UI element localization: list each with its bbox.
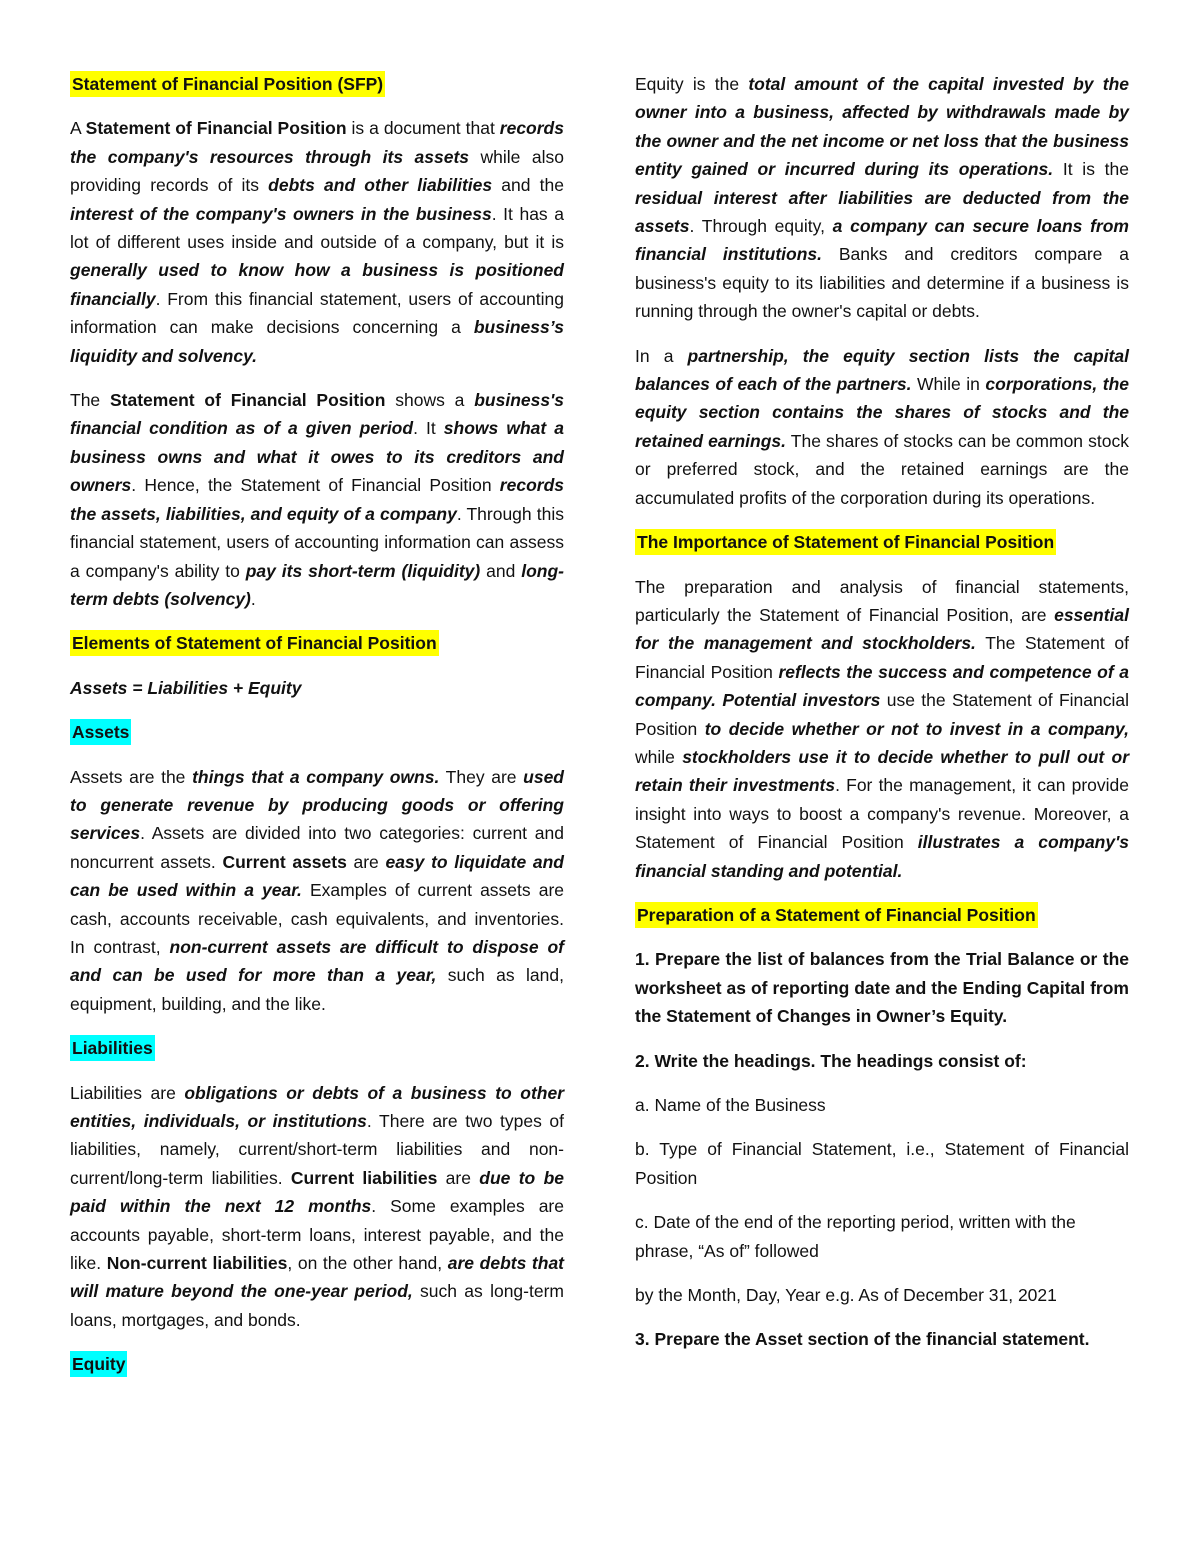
- paragraph-sfp-definition: [70, 114, 564, 370]
- text-run: records the assets, liabilities, and equity of a company: [70, 475, 564, 524]
- heading-preparation: Preparation of a Statement of Financial Position: [635, 902, 1038, 928]
- text-run: . Hence, the Statement of Financial Position: [131, 475, 500, 496]
- text-run: easy to liquidate and can be used within a year.: [70, 851, 564, 901]
- text-run: reflects the success and competence of a company.: [635, 661, 1129, 711]
- heading-sfp: Statement of Financial Position (SFP): [70, 71, 385, 97]
- paragraph-assets: [70, 763, 564, 1019]
- heading-importance: The Importance of Statement of Financial Position: [635, 529, 1056, 555]
- text-run: Current liabilities: [290, 1167, 438, 1188]
- right-column: [635, 70, 1129, 1370]
- heading-item-a: a. Name of the Business: [635, 1095, 826, 1115]
- text-run: illustrates a company's financial standing and potential.: [635, 832, 1129, 881]
- text-run: while also providing records of its: [70, 146, 564, 196]
- text-run: a company can secure loans from financial institutions.: [635, 216, 1129, 265]
- heading-assets: Assets: [70, 719, 131, 745]
- text-run: Equity is the: [635, 74, 749, 94]
- step-1: 1. Prepare the list of balances from the Trial Balance or the worksheet as of reporting date and the Ending Capital from the Statement of Changes in Owner’s Equity.: [635, 949, 1129, 1027]
- text-run: are debts that will mature beyond the one-year period,: [70, 1253, 565, 1302]
- text-run: and the: [492, 175, 564, 196]
- text-run: pay its short-term (liquidity): [245, 560, 481, 581]
- text-run: essential for the management and stockholders.: [635, 604, 1129, 654]
- text-run: non-current assets are difficult to dispose of and can be used for more than a year,: [70, 936, 564, 986]
- heading-elements: Elements of Statement of Financial Position: [70, 630, 439, 656]
- text-run: and: [480, 560, 522, 581]
- paragraph-partnership: [635, 342, 1129, 512]
- text-run: Examples of current assets are cash, accounts receivable, cash equivalents, and inventories. In contrast,: [70, 880, 564, 957]
- text-run: to decide whether or not to invest in a company,: [704, 718, 1129, 739]
- text-run: . It: [413, 418, 444, 439]
- text-run: . From this financial statement, users of accounting information can make decisions concerning a: [70, 288, 564, 338]
- text-run: The: [70, 390, 110, 411]
- text-run: due to be paid within the next 12 months: [70, 1167, 564, 1217]
- text-run: It is the: [1053, 159, 1129, 180]
- text-run: While in: [911, 374, 986, 395]
- text-run: stockholders use it to decide whether to pull out or retain their investments: [635, 746, 1130, 796]
- text-run: . Some examples are accounts payable, short-term loans, interest payable, and the like.: [70, 1196, 564, 1274]
- text-run: A: [70, 118, 86, 139]
- text-run: total amount of the capital invested by the owner into a business, affected by withdrawals made by the owner and the net income or net loss that the business entity gained or incurred during its operations.: [635, 74, 1129, 180]
- text-run: such as land, equipment, building, and the like.: [70, 965, 564, 1014]
- text-run: used to generate revenue by producing goods or offering services: [70, 766, 565, 844]
- text-run: such as long-term loans, mortgages, and bonds.: [70, 1281, 564, 1330]
- text-run: Statement of Financial Position: [109, 390, 386, 411]
- text-run: The preparation and analysis of financial statements, particularly the Statement of Financial Position, are: [635, 576, 1129, 625]
- text-run: obligations or debts of a business to other entities, individuals, or institutions: [70, 1082, 565, 1131]
- text-run: .: [250, 588, 256, 609]
- heading-item-c-continued: by the Month, Day, Year e.g. As of December 31, 2021: [635, 1285, 1057, 1306]
- text-run: long-term debts (solvency): [70, 560, 564, 609]
- text-run: shows a: [385, 390, 475, 411]
- paragraph-equity: [635, 70, 1129, 326]
- text-run: . There are two types of liabilities, namely, current/short-term liabilities and non-current/long-term liabilities.: [70, 1111, 564, 1188]
- text-run: business's financial condition as of a given period: [70, 390, 564, 439]
- text-run: shows what a business owns and what it owes to its creditors and owners: [70, 418, 564, 496]
- text-run: Non-current liabilities: [106, 1253, 288, 1274]
- text-run: partnership, the equity section lists the capital balances of each of the partners.: [635, 345, 1129, 395]
- paragraph-sfp-shows: [70, 386, 564, 613]
- text-run: is a document that: [346, 118, 500, 139]
- accounting-equation: Assets = Liabilities + Equity: [70, 677, 302, 698]
- left-column: [70, 70, 564, 1395]
- text-run: . It has a lot of different uses inside and outside of a company, but it is: [70, 203, 565, 253]
- step-2: 2. Write the headings. The headings consist of:: [635, 1050, 1027, 1071]
- text-run: . For the management, it can provide insight into ways to boost a company's revenue. Moreover, a Statement of Financial Position: [635, 775, 1130, 853]
- text-run: are: [437, 1167, 480, 1188]
- paragraph-liabilities: [70, 1079, 564, 1335]
- text-run: , on the other hand,: [287, 1253, 448, 1274]
- text-run: Current assets: [222, 851, 347, 872]
- heading-equity: Equity: [70, 1351, 127, 1377]
- heading-item-b: b. Type of Financial Statement, i.e., Statement of Financial Position: [635, 1139, 1129, 1188]
- text-run: Liabilities are: [70, 1082, 185, 1103]
- text-run: Banks and creditors compare a business's equity to its liabilities and determine if a business is running through the owner's capital or debts.: [635, 244, 1129, 322]
- text-run: things that a company owns.: [192, 766, 440, 787]
- text-run: The Statement of Financial Position: [635, 633, 1129, 682]
- text-run: Assets are the: [70, 766, 193, 787]
- text-run: generally used to know how a business is positioned financially: [70, 260, 564, 309]
- text-run: . Through equity,: [689, 216, 833, 237]
- paragraph-importance: [635, 573, 1129, 885]
- text-run: . Through this financial statement, users of accounting information can assess a company's ability to: [70, 503, 564, 581]
- text-run: residual interest after liabilities are deducted from the assets: [635, 187, 1129, 237]
- text-run: use the Statement of Financial Position: [635, 690, 1129, 739]
- text-run: debts and other liabilities: [268, 175, 493, 196]
- text-run: Potential investors: [722, 690, 881, 711]
- step-3: 3. Prepare the Asset section of the financial statement.: [635, 1329, 1090, 1350]
- text-run: Statement of Financial Position: [85, 118, 347, 139]
- text-run: The shares of stocks can be common stock or preferred stock, and the retained earnings are the accumulated profits of the corporation during its operations.: [635, 430, 1129, 508]
- text-run: . Assets are divided into two categories: current and noncurrent assets.: [70, 823, 564, 872]
- heading-item-c: c. Date of the end of the reporting period, written with the phrase, “As of” followed: [635, 1212, 1076, 1261]
- text-run: business’s liquidity and solvency.: [70, 317, 564, 366]
- text-run: corporations, the equity section contains the shares of stocks and the retained earnings.: [635, 374, 1129, 451]
- text-run: while: [635, 746, 683, 767]
- text-run: In a: [635, 345, 688, 366]
- text-run: records the company's resources through its assets: [70, 118, 564, 167]
- text-run: They are: [439, 766, 524, 787]
- text-run: are: [346, 851, 386, 872]
- text-run: interest of the company's owners in the business: [70, 203, 492, 224]
- heading-liabilities: Liabilities: [70, 1035, 155, 1061]
